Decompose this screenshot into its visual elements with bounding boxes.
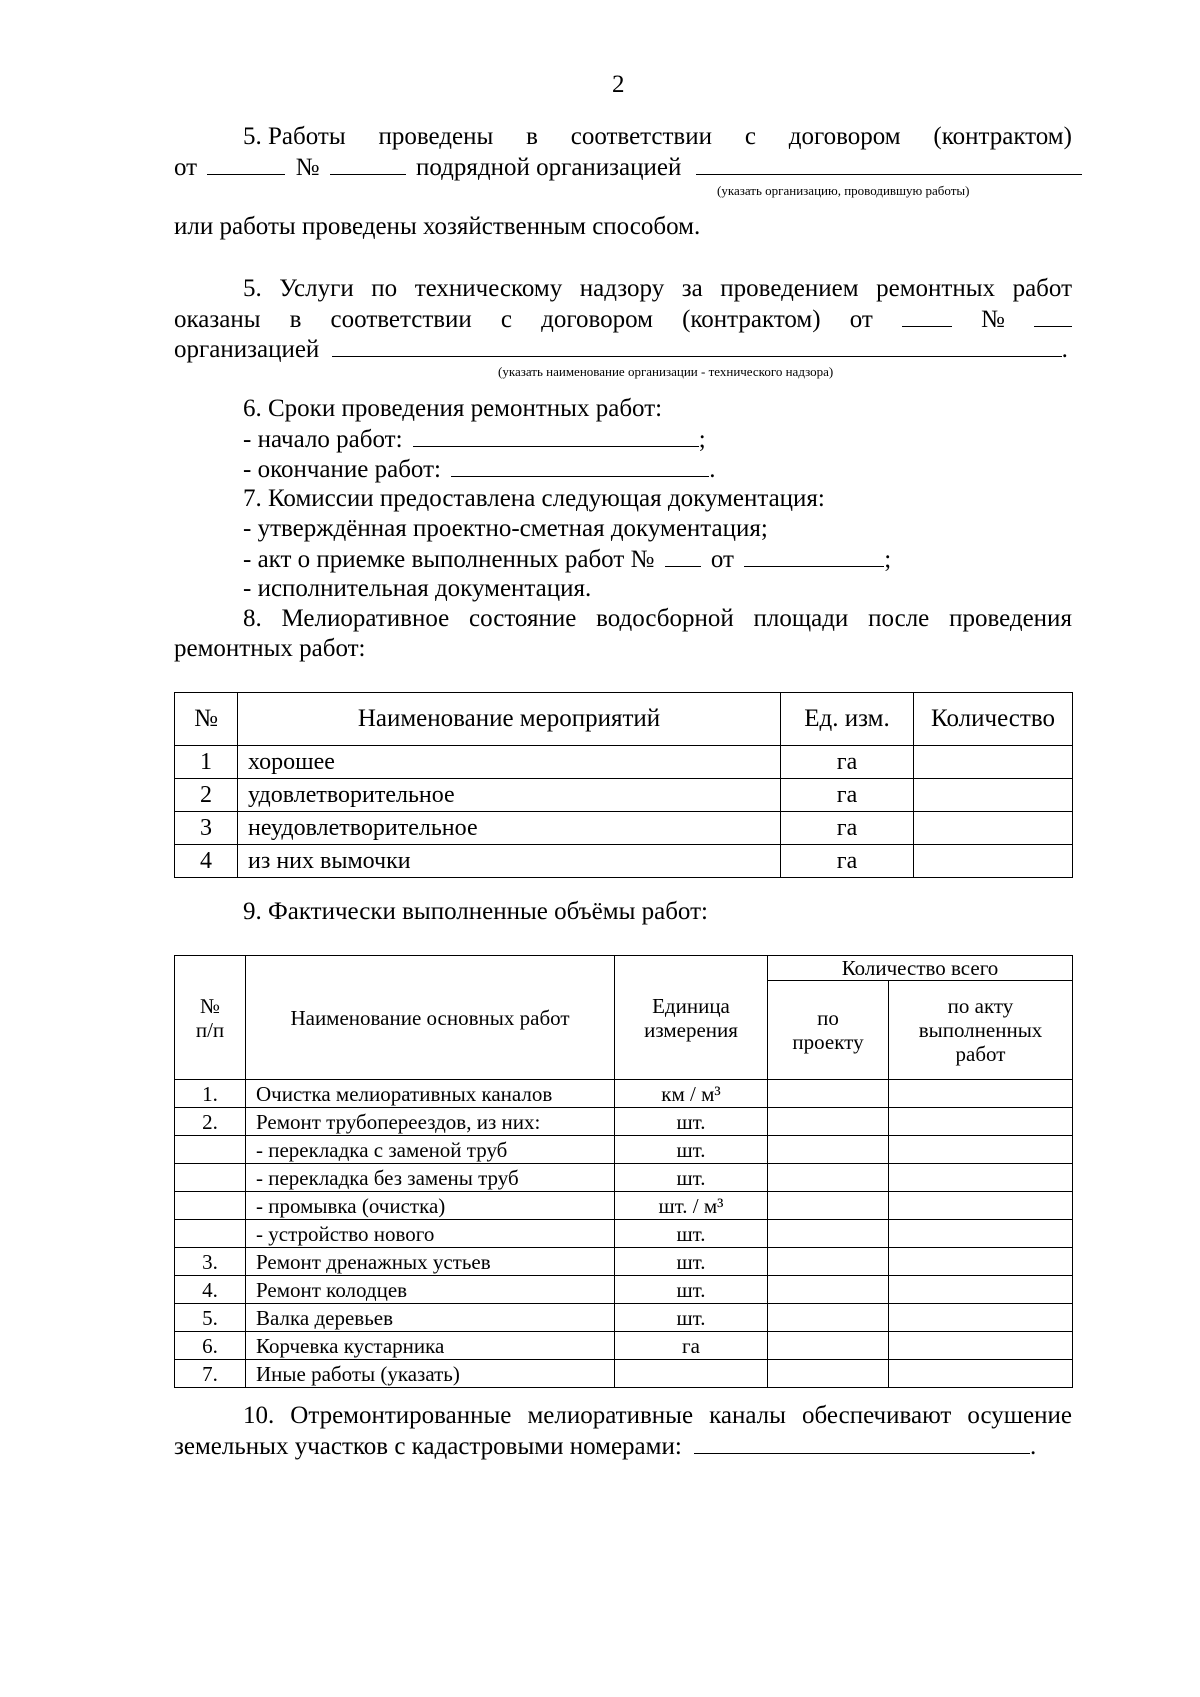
header-no-line1: №: [199, 993, 221, 1018]
p6-title: 6. Сроки проведения ремонтных работ:: [243, 395, 663, 422]
table-row: [175, 779, 1073, 812]
cell-no: 7.: [175, 1360, 246, 1388]
state-table: [174, 692, 1073, 878]
word: за: [681, 275, 703, 302]
p5b-line1: [243, 274, 1072, 304]
cell-name: неудовлетворительное: [238, 812, 781, 845]
word: договором: [541, 306, 653, 333]
cell-name: Корчевка кустарника: [246, 1332, 615, 1360]
cell-unit: шт. / м³: [615, 1192, 768, 1220]
cell-no: 1: [175, 746, 238, 779]
cell-unit: га: [781, 812, 914, 845]
cell-name: Ремонт колодцев: [246, 1276, 615, 1304]
word: 5.: [243, 275, 262, 302]
cadastral-label: земельных участков с кадастровыми номерами:: [174, 1433, 682, 1460]
cell-name: Иные работы (указать): [246, 1360, 615, 1388]
word: соответствии: [330, 306, 472, 333]
word: надзору: [579, 275, 665, 302]
p5b-line2: [174, 304, 1072, 335]
cell-unit: шт.: [615, 1164, 768, 1192]
cadastral-blank: [694, 1431, 1030, 1454]
p7-item2: [243, 544, 891, 575]
word: 5. Работы: [243, 123, 346, 150]
act-label: - акт о приемке выполненных работ №: [243, 546, 655, 573]
cell-name: Ремонт дренажных устьев: [246, 1248, 615, 1276]
cell-no: [175, 1136, 246, 1164]
cell-unit: шт.: [615, 1220, 768, 1248]
number-blank: [1034, 304, 1072, 327]
cell-unit: шт.: [615, 1248, 768, 1276]
cell-unit: шт.: [615, 1136, 768, 1164]
cell-name: - устройство нового: [246, 1220, 615, 1248]
cell-name: - промывка (очистка): [246, 1192, 615, 1220]
table-row: [175, 1220, 1073, 1248]
cell-project: [768, 1220, 889, 1248]
header-act-line3: работ: [955, 1042, 1006, 1067]
header-project: [768, 981, 889, 1080]
word: (контрактом): [933, 123, 1072, 150]
table-row: [175, 812, 1073, 845]
p5b-hint: (указать наименование организации - технического надзора): [498, 364, 834, 379]
cell-project: [768, 1332, 889, 1360]
page-number: 2: [612, 71, 625, 98]
p10-line1: [243, 1401, 1072, 1431]
cell-act: [889, 1276, 1073, 1304]
period: .: [709, 456, 716, 483]
cell-act: [889, 1360, 1073, 1388]
header-name: Наименование основных работ: [246, 956, 615, 1080]
word: площади: [753, 605, 849, 632]
word: оказаны: [174, 306, 261, 333]
cell-act: [889, 1080, 1073, 1108]
word: водосборной: [596, 605, 734, 632]
table-row: [175, 1192, 1073, 1220]
p7-item3: - исполнительная документация.: [243, 575, 592, 602]
date-blank: [207, 152, 285, 175]
from-label: от: [710, 546, 734, 573]
p10-line2: [174, 1431, 1036, 1462]
table-row: [175, 1080, 1073, 1108]
cell-unit: шт.: [615, 1304, 768, 1332]
word: осушение: [967, 1402, 1072, 1429]
act-number-blank: [665, 544, 701, 567]
header-quantity: Количество: [914, 693, 1073, 746]
cell-act: [889, 1108, 1073, 1136]
cell-no: 3: [175, 812, 238, 845]
finish-blank: [451, 454, 709, 477]
cell-project: [768, 1276, 889, 1304]
cell-act: [889, 1248, 1073, 1276]
works-table: [174, 955, 1073, 1388]
cell-no: 4: [175, 845, 238, 878]
word: Услуги: [279, 275, 354, 302]
word: 8.: [243, 605, 262, 632]
cell-act: [889, 1304, 1073, 1332]
word: с: [500, 306, 513, 333]
p6-finish: [243, 454, 715, 485]
p7-title: 7. Комиссии предоставлена следующая документация:: [243, 485, 825, 512]
contractor-blank: [696, 152, 1082, 175]
cell-no: 6.: [175, 1332, 246, 1360]
org-blank: [332, 334, 1062, 357]
cell-no: [175, 1220, 246, 1248]
cell-no: 2.: [175, 1108, 246, 1136]
cell-act: [889, 1136, 1073, 1164]
word: проведением: [720, 275, 859, 302]
p9-title: 9. Фактически выполненные объёмы работ:: [243, 898, 708, 925]
p5a-line2: [174, 152, 1082, 183]
word: техническому: [414, 275, 563, 302]
cell-no: [175, 1164, 246, 1192]
table-row: [175, 1360, 1073, 1388]
number-label: №: [981, 306, 1005, 333]
p6-start: [243, 424, 706, 455]
start-label: - начало работ:: [243, 426, 403, 453]
word: 10.: [243, 1402, 275, 1429]
cell-no: 1.: [175, 1080, 246, 1108]
from-label: от: [174, 154, 198, 181]
start-blank: [413, 424, 699, 447]
word: мелиоративные: [527, 1402, 694, 1429]
header-act: [889, 981, 1073, 1080]
cell-no: 3.: [175, 1248, 246, 1276]
header-unit: Ед. изм.: [781, 693, 914, 746]
header-no: [175, 956, 246, 1080]
contractor-label: подрядной организацией: [415, 154, 682, 181]
cell-quantity: [914, 746, 1073, 779]
number-label: №: [295, 154, 320, 181]
cell-act: [889, 1220, 1073, 1248]
cell-name: Ремонт трубопереездов, из них:: [246, 1108, 615, 1136]
cell-name: удовлетворительное: [238, 779, 781, 812]
header-project-line2: проекту: [792, 1030, 864, 1055]
p8-line2: ремонтных работ:: [174, 635, 366, 662]
header-name: Наименование мероприятий: [238, 693, 781, 746]
cell-no: 4.: [175, 1276, 246, 1304]
header-act-line2: выполненных: [918, 1018, 1043, 1043]
word: работ: [1012, 275, 1072, 302]
finish-label: - окончание работ:: [243, 456, 441, 483]
cell-name: - перекладка с заменой труб: [246, 1136, 615, 1164]
table-row: [175, 1164, 1073, 1192]
header-unit-line2: измерения: [644, 1017, 738, 1042]
cell-act: [889, 1164, 1073, 1192]
semicolon: ;: [884, 546, 892, 573]
cell-project: [768, 1108, 889, 1136]
cell-no: 5.: [175, 1304, 246, 1332]
table-row: [175, 1276, 1073, 1304]
word: состояние: [469, 605, 577, 632]
p5a-line3: или работы проведены хозяйственным способом.: [174, 213, 701, 240]
p7-item1: - утверждённая проектно-сметная документация;: [243, 515, 768, 542]
cell-project: [768, 1192, 889, 1220]
word: соответствии: [570, 123, 712, 150]
word: договором: [788, 123, 901, 150]
cell-quantity: [914, 845, 1073, 878]
cell-act: [889, 1192, 1073, 1220]
word: по: [371, 275, 398, 302]
cell-project: [768, 1080, 889, 1108]
word: обеспечивают: [802, 1402, 952, 1429]
cell-name: - перекладка без замены труб: [246, 1164, 615, 1192]
cell-name: Валка деревьев: [246, 1304, 615, 1332]
table-row: [175, 1248, 1073, 1276]
header-unit-line1: Единица: [652, 993, 730, 1018]
table-row: [175, 1332, 1073, 1360]
cell-project: [768, 1136, 889, 1164]
cell-name: из них вымочки: [238, 845, 781, 878]
cell-unit: шт.: [615, 1108, 768, 1136]
table-row: [175, 1304, 1073, 1332]
cell-unit: га: [781, 746, 914, 779]
header-no-line2: п/п: [195, 1017, 225, 1042]
cell-no: 2: [175, 779, 238, 812]
table-header-row: [175, 693, 1073, 746]
date-blank: [902, 304, 952, 327]
p5a-hint: (указать организацию, проводившую работы): [717, 183, 970, 198]
period: .: [1061, 336, 1068, 363]
cell-unit: га: [781, 845, 914, 878]
number-blank: [330, 152, 406, 175]
table-row: [175, 746, 1073, 779]
table-row: [175, 1136, 1073, 1164]
cell-unit: шт.: [615, 1276, 768, 1304]
cell-quantity: [914, 812, 1073, 845]
header-total: Количество всего: [768, 956, 1073, 981]
table-header-row: [175, 956, 1073, 981]
header-act-line1: по акту: [947, 994, 1014, 1019]
cell-project: [768, 1304, 889, 1332]
word: (контрактом): [682, 306, 821, 333]
p5b-line3: [174, 334, 1068, 365]
word: в: [289, 306, 302, 333]
period: .: [1030, 1433, 1037, 1460]
cell-act: [889, 1332, 1073, 1360]
table-row: [175, 1108, 1073, 1136]
word: в: [526, 123, 538, 150]
cell-project: [768, 1360, 889, 1388]
cell-unit: км / м³: [615, 1080, 768, 1108]
p5a-line1: [243, 122, 1072, 152]
cell-name: хорошее: [238, 746, 781, 779]
word: каналы: [709, 1402, 786, 1429]
cell-project: [768, 1248, 889, 1276]
header-no: №: [175, 693, 238, 746]
cell-no: [175, 1192, 246, 1220]
p8-line1: [243, 604, 1072, 634]
act-date-blank: [744, 544, 884, 567]
cell-project: [768, 1164, 889, 1192]
word: проведения: [949, 605, 1072, 632]
word: после: [868, 605, 930, 632]
cell-unit: га: [781, 779, 914, 812]
cell-unit: [615, 1360, 768, 1388]
word: Отремонтированные: [290, 1402, 512, 1429]
word: проведены: [378, 123, 494, 150]
header-project-line1: по: [817, 1006, 839, 1031]
word: от: [849, 306, 873, 333]
org-label: организацией: [174, 336, 320, 363]
semicolon: ;: [698, 426, 706, 453]
cell-name: Очистка мелиоративных каналов: [246, 1080, 615, 1108]
word: Мелиоративное: [281, 605, 450, 632]
table-row: [175, 845, 1073, 878]
cell-quantity: [914, 779, 1073, 812]
cell-unit: га: [615, 1332, 768, 1360]
word: ремонтных: [876, 275, 996, 302]
header-unit: [615, 956, 768, 1080]
word: с: [744, 123, 756, 150]
